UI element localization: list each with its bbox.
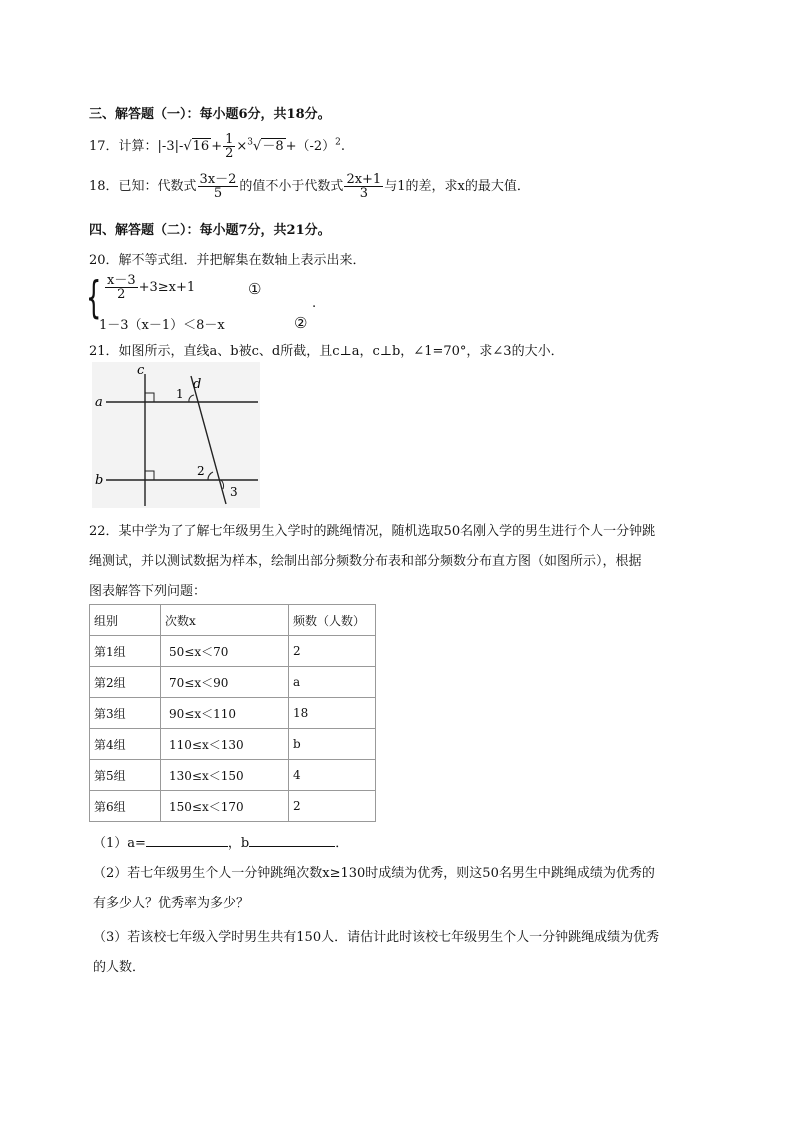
table-cell: 18 xyxy=(289,698,376,729)
ineq1-rest: +3≥x+1 xyxy=(138,280,196,295)
table-cell: 70≤x＜90 xyxy=(161,667,289,698)
frequency-table xyxy=(89,604,376,822)
question-22-line-3: 图表解答下列问题： xyxy=(89,584,207,599)
q17-tail: +（-2） xyxy=(285,139,336,154)
table-header-row xyxy=(90,605,376,636)
question-17 xyxy=(89,133,345,160)
q18-f2-num: 2x+1 xyxy=(346,172,382,187)
q18-f2-den: 3 xyxy=(359,186,368,201)
system-period: . xyxy=(312,296,317,311)
q17-end: . xyxy=(340,139,346,154)
table-cell: 第6组 xyxy=(90,791,161,822)
sub-question-3-line-2: 的人数． xyxy=(93,960,146,975)
q18-f1-den: 5 xyxy=(213,186,223,201)
question-18 xyxy=(89,173,530,200)
label-angle-2: 2 xyxy=(197,464,205,478)
sub-question-1 xyxy=(93,832,348,851)
table-cell: 2 xyxy=(289,791,376,822)
table-header-cell: 次数x xyxy=(161,605,289,636)
q17-plus: + xyxy=(211,139,223,154)
table-cell: 130≤x＜150 xyxy=(161,760,289,791)
ineq1-fraction xyxy=(105,274,138,301)
cbrt-symbol: √ xyxy=(253,139,262,154)
inequality-2: 1－3（x－1）＜8－x xyxy=(99,318,225,333)
sub1-a-label: （1）a= xyxy=(93,836,146,851)
table-cell: 第5组 xyxy=(90,760,161,791)
q17-frac-den: 2 xyxy=(225,146,234,161)
table-cell: 第4组 xyxy=(90,729,161,760)
table-cell: a xyxy=(289,667,376,698)
table-cell: 90≤x＜110 xyxy=(161,698,289,729)
inequality-1 xyxy=(104,274,195,301)
sub1-end: ． xyxy=(335,836,349,851)
label-angle-3: 3 xyxy=(230,485,238,499)
ineq1-den: 2 xyxy=(117,287,126,302)
geometry-figure xyxy=(92,362,260,508)
section-heading-3: 三、解答题（一）：每小题6分，共18分。 xyxy=(89,107,331,122)
q17-exponent: 2 xyxy=(335,137,341,148)
table-row xyxy=(90,698,376,729)
table-cell: 2 xyxy=(289,636,376,667)
question-22-line-2: 绳测试，并以测试数据为样本，绘制出部分频数分布表和部分频数分布直方图（如图所示），根据 xyxy=(89,554,642,569)
sub1-b-label: ，b xyxy=(227,836,250,851)
question-22-line-1: 22．某中学为了了解七年级男生入学时的跳绳情况，随机选取50名刚入学的男生进行个人一分钟跳 xyxy=(89,524,656,539)
label-d: d xyxy=(193,377,202,392)
q17-sqrt-arg: 16 xyxy=(192,139,210,154)
question-21: 21．如图所示，直线a、b被c、d所截，且c⊥a，c⊥b，∠1=70°，求∠3的大小． xyxy=(89,344,564,359)
table-row xyxy=(90,760,376,791)
q18-mid: 的值不小于代数式 xyxy=(239,179,344,194)
sub-question-2-line-1: （2）若七年级男生个人一分钟跳绳次数x≥130时成绩为优秀，则这50名男生中跳绳成绩为优秀的 xyxy=(93,866,655,881)
label-b: b xyxy=(95,473,104,488)
marker-2: ② xyxy=(294,314,308,332)
q18-f1-num: 3x－2 xyxy=(199,172,237,187)
answer-blank-a[interactable] xyxy=(146,834,228,847)
table-cell: 110≤x＜130 xyxy=(161,729,289,760)
q18-prefix: 18．已知：代数式 xyxy=(89,179,197,194)
q18-tail: 与1的差，求x的最大值． xyxy=(384,179,530,194)
table-cell: b xyxy=(289,729,376,760)
section-heading-4: 四、解答题（二）：每小题7分，共21分。 xyxy=(89,223,331,238)
label-a: a xyxy=(95,395,103,410)
table-cell: 4 xyxy=(289,760,376,791)
q18-fraction-1 xyxy=(198,173,239,200)
marker-1: ① xyxy=(248,280,262,298)
q17-fraction xyxy=(223,133,235,160)
table-row xyxy=(90,636,376,667)
question-20: 20．解不等式组．并把解集在数轴上表示出来． xyxy=(89,253,366,268)
table-cell: 第2组 xyxy=(90,667,161,698)
q17-times: × xyxy=(236,139,248,154)
label-angle-1: 1 xyxy=(176,387,184,401)
table-cell: 第1组 xyxy=(90,636,161,667)
ineq1-num: x－3 xyxy=(107,273,136,288)
system-brace: { xyxy=(86,272,102,323)
sub-question-3-line-1: （3）若该校七年级入学时男生共有150人．请估计此时该校七年级男生个人一分钟跳绳成绩为优秀 xyxy=(93,930,660,945)
sqrt-symbol: √ xyxy=(183,139,192,154)
table-row xyxy=(90,667,376,698)
table-row xyxy=(90,729,376,760)
sub-question-2-line-2: 有多少人？优秀率为多少？ xyxy=(93,896,250,911)
answer-blank-b[interactable] xyxy=(249,834,335,847)
table-header-cell: 频数（人数） xyxy=(289,605,376,636)
table-row xyxy=(90,791,376,822)
label-c: c xyxy=(137,363,145,378)
table-header-cell: 组别 xyxy=(90,605,161,636)
table-cell: 第3组 xyxy=(90,698,161,729)
q17-prefix: 17．计算：|-3|- xyxy=(89,139,184,154)
q17-cbrt-arg: －8 xyxy=(262,139,284,154)
q17-frac-num: 1 xyxy=(225,132,234,147)
table-cell: 150≤x＜170 xyxy=(161,791,289,822)
table-cell: 50≤x＜70 xyxy=(161,636,289,667)
q17-cube-index: 3 xyxy=(247,137,254,148)
q18-fraction-2 xyxy=(344,173,383,200)
